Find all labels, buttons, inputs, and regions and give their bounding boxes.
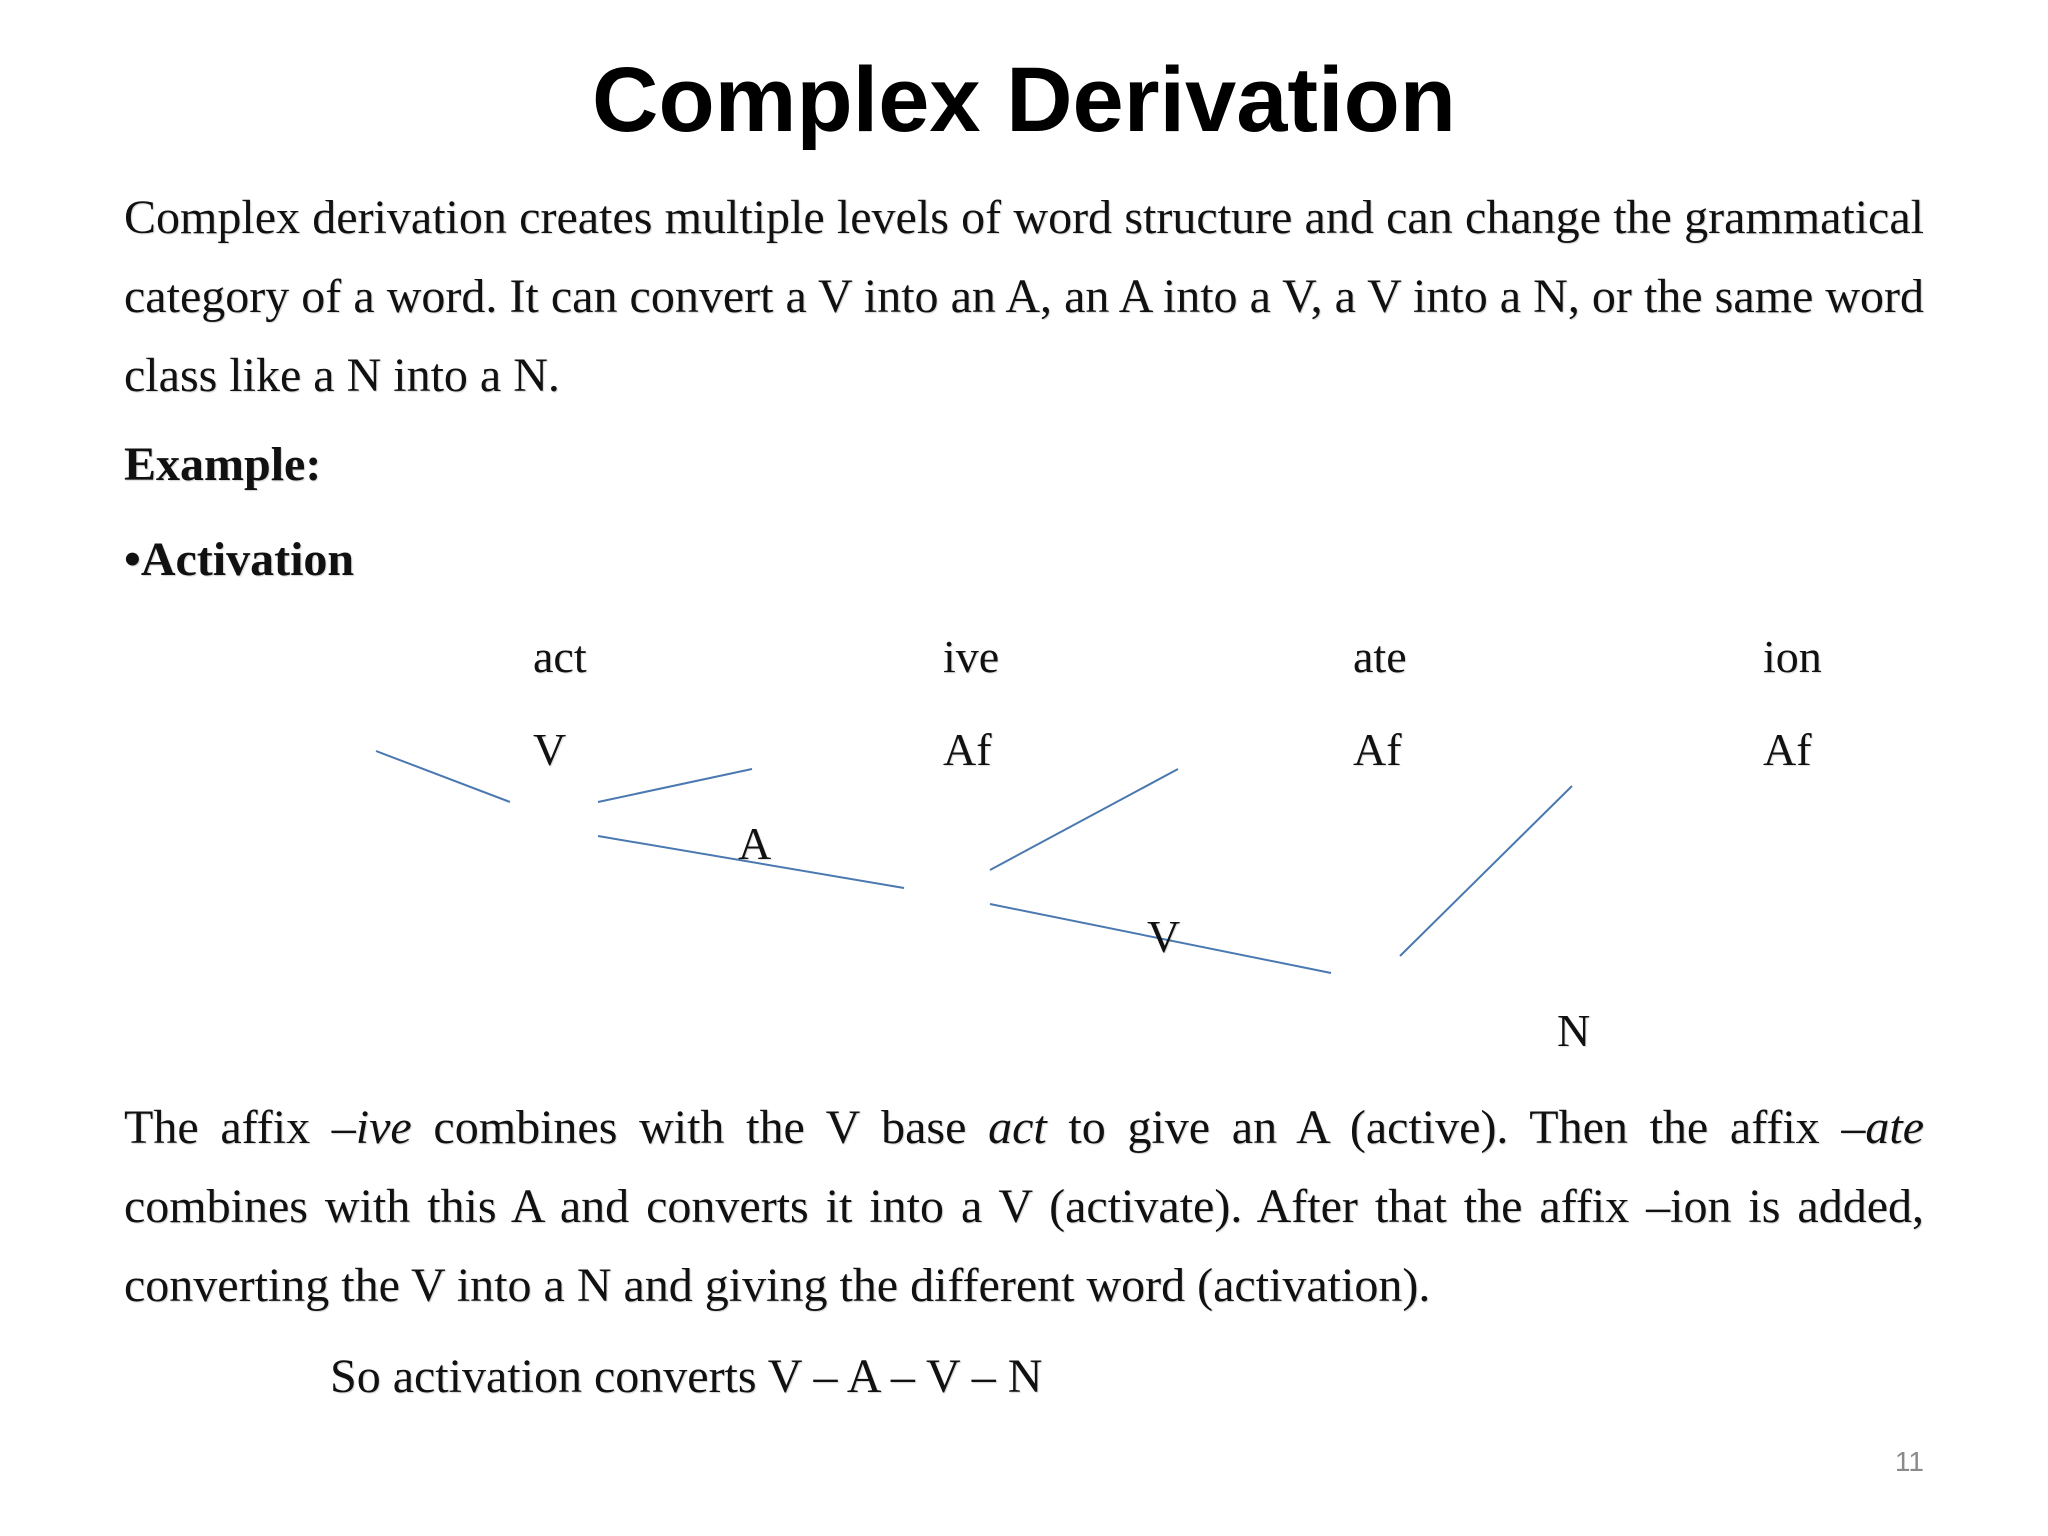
explanation-part-2: combines with the V base [411, 1101, 989, 1154]
tree-line-af-ive [598, 769, 752, 802]
tree-line-af-ion [1400, 786, 1572, 956]
summary-line: So activation converts V – A – V – N [330, 1350, 1043, 1403]
example-label: Example: [124, 438, 322, 491]
tree-line-v-left [376, 751, 510, 802]
bullet-word: Activation [140, 533, 355, 586]
page-number: 11 [1894, 1446, 1924, 1477]
bullet-item-activation [124, 525, 354, 595]
label-af-ive: Af [943, 724, 992, 775]
explanation-paragraph [124, 1088, 1924, 1325]
label-af-ate: Af [1353, 724, 1402, 775]
explanation-part-4: combines with this A and converts it into a V (activate). After that the affix –ion is added, converting the V into a N and giving the different word (activation). [124, 1180, 1924, 1312]
tree-line-af-ate [990, 769, 1178, 870]
tree-node-n: N [1557, 1005, 1591, 1056]
affix-ive: –ive [331, 1101, 412, 1154]
base-act: act [988, 1101, 1047, 1154]
label-af-ion: Af [1763, 724, 1812, 775]
explanation-part-3: to give an A (active). Then the affix [1046, 1101, 1842, 1154]
morpheme-ate: ate [1353, 631, 1407, 682]
label-v-act: V [533, 724, 567, 775]
tree-node-a: A [738, 818, 772, 869]
morpheme-ive: ive [943, 631, 1000, 682]
slide-title: Complex Derivation [592, 49, 1456, 151]
tree-node-v: V [1147, 911, 1181, 962]
morpheme-act: act [533, 631, 587, 682]
intro-paragraph: Complex derivation creates multiple levels of word structure and can change the grammatical category of a word. It can convert a V into an A, an A into a V, a V into a N, or the same word class like a N into a N. [124, 191, 1924, 402]
morpheme-ion: ion [1763, 631, 1822, 682]
bullet-marker: • [124, 533, 141, 586]
explanation-part-1: The affix [124, 1101, 332, 1154]
affix-ate: –ate [1841, 1101, 1925, 1154]
